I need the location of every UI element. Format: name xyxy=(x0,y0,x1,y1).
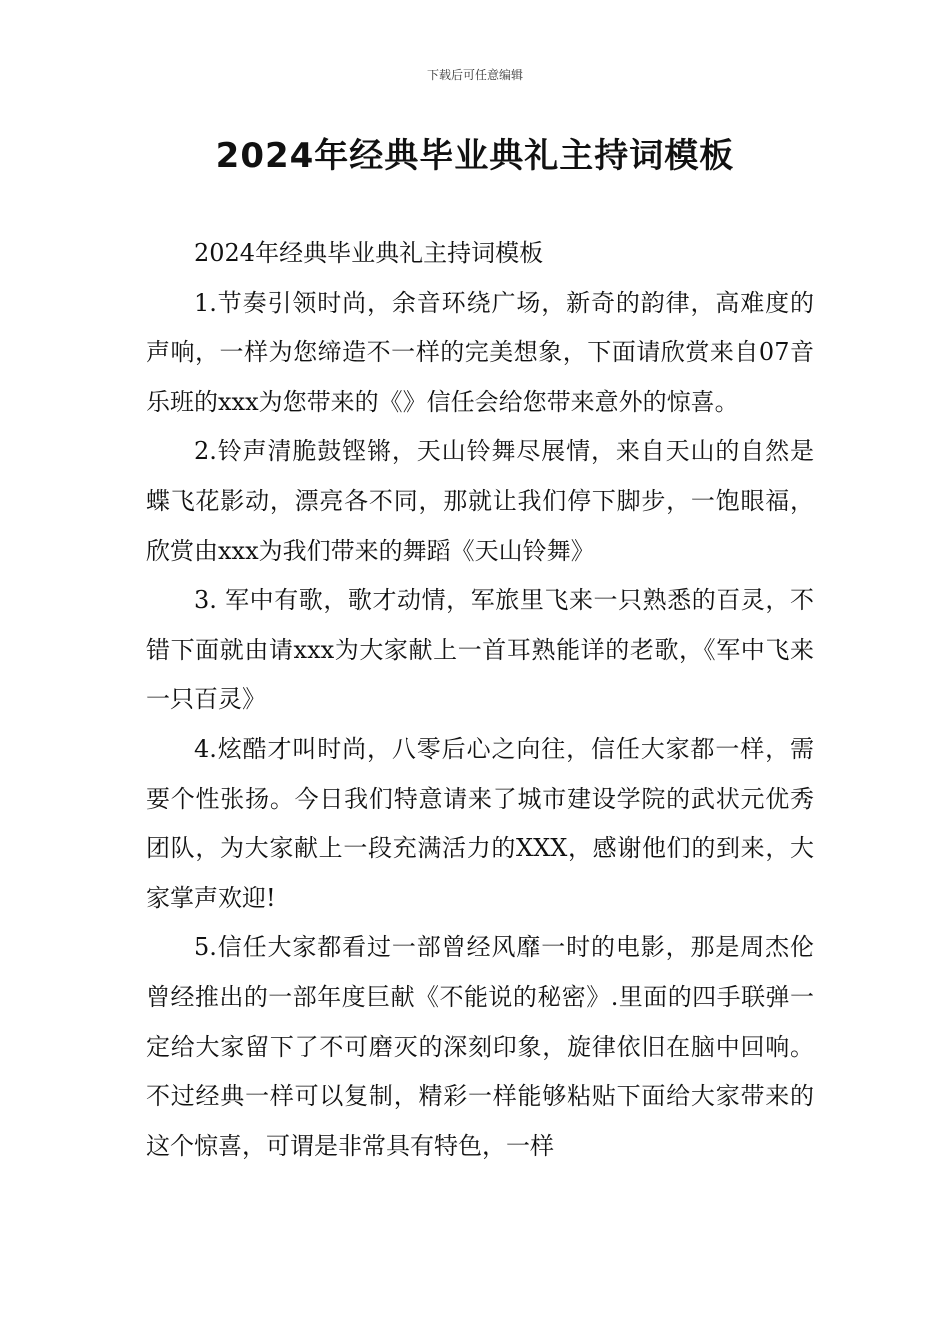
document-title: 2024年经典毕业典礼主持词模板 xyxy=(215,136,735,176)
body-paragraph-subtitle: 2024年经典毕业典礼主持词模板 xyxy=(194,239,544,267)
body-paragraph-3: 3. 军中有歌，歌才动情，军旅里飞来一只熟悉的百灵，不错下面就由请xxx为大家献上一首耳熟能详的老歌，《军中飞来一只百灵》 xyxy=(146,586,814,714)
body-paragraph-1: 1.节奏引领时尚，余音环绕广场，新奇的韵律，高难度的声响，一样为您缔造不一样的完美想象，下面请欣赏来自07音乐班的xxx为您带来的《》信任会给您带来意外的惊喜。 xyxy=(146,288,814,416)
header-note: 下载后可任意编辑 xyxy=(426,68,523,82)
body-paragraph-2: 2.铃声清脆鼓铿锵，天山铃舞尽展情，来自天山的自然是蝶飞花影动，漂亮各不同，那就让我们停下脚步，一饱眼福，欣赏由xxx为我们带来的舞蹈《天山铃舞》 xyxy=(146,437,814,565)
document-body xyxy=(146,229,814,1171)
body-paragraph-5: 5.信任大家都看过一部曾经风靡一时的电影，那是周杰伦曾经推出的一部年度巨献《不能说的秘密》.里面的四手联弹一定给大家留下了不可磨灭的深刻印象，旋律依旧在脑中回响。不过经典一样可以复制，精彩一样能够粘贴下面给大家带来的这个惊喜，可谓是非常具有特色，一样 xyxy=(146,933,814,1160)
body-paragraph-4: 4.炫酷才叫时尚，八零后心之向往，信任大家都一样，需要个性张扬。今日我们特意请来了城市建设学院的武状元优秀团队，为大家献上一段充满活力的XXX，感谢他们的到来，大家掌声欢迎! xyxy=(146,734,814,912)
